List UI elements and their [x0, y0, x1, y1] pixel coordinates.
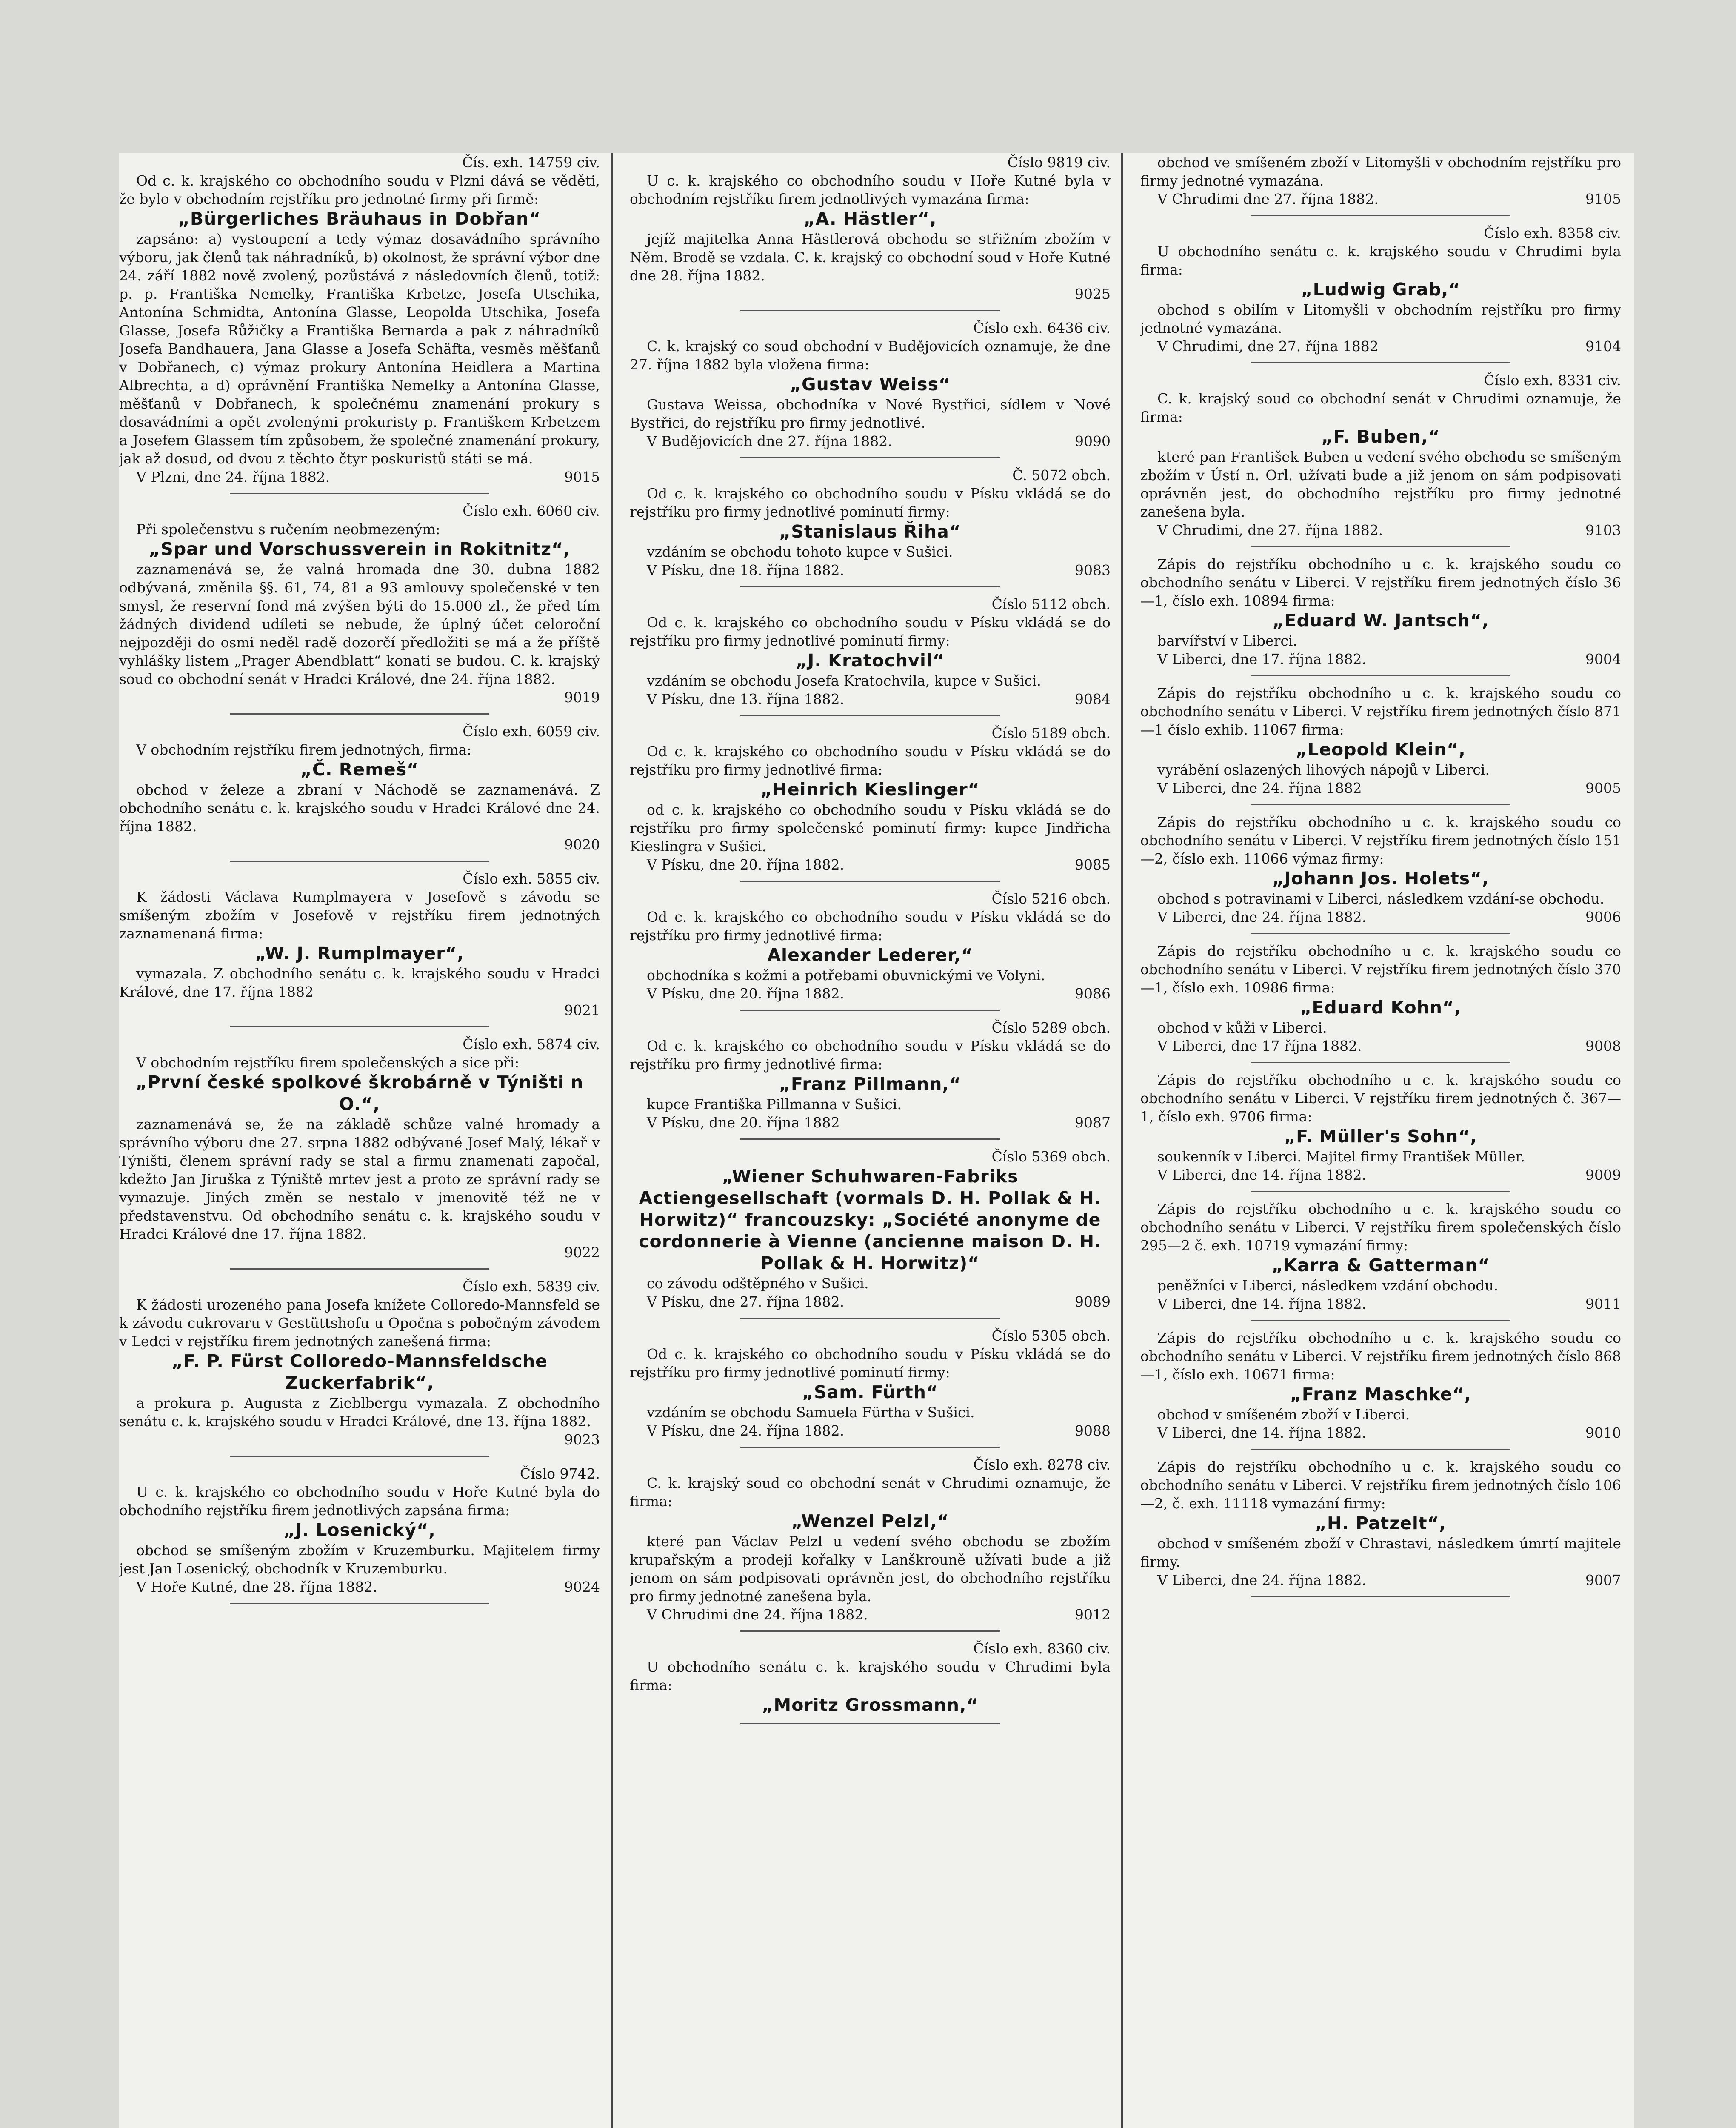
entry-body: obchod se smíšeným zbožím v Kruzemburku. Majitelem firmy jest Jan Losenický, obchodník v Kruzemburku.	[119, 1542, 600, 1577]
entry-text: Zápis do rejstříku obchodního u c. k. krajského soudu co obchodního senátu v Liberci. V rejstříku firem společenských číslo 295—2 č. exh. 10719 vymazání firmy:	[1140, 1201, 1621, 1254]
entry-code: 9103	[1585, 522, 1621, 538]
entry-separator	[1251, 1062, 1510, 1063]
entry-number: Číslo 5369 obch.	[991, 1148, 1111, 1165]
entry-place-date: V Chrudimi dne 24. října 1882.	[647, 1606, 868, 1623]
register-entry	[630, 1147, 1111, 1311]
entry-signature-line	[630, 1293, 1111, 1311]
entry-separator	[1251, 804, 1510, 805]
entry-separator	[1251, 1596, 1510, 1597]
entry-number: Číslo 9742.	[520, 1465, 600, 1482]
entry-place-date: V Liberci, dne 14. října 1882.	[1157, 1167, 1367, 1183]
firm-name: „Karra & Gatterman“	[1271, 1255, 1490, 1276]
register-entry	[119, 1035, 600, 1261]
column-rule	[1121, 153, 1123, 2128]
entry-text: U obchodního senátu c. k. krajského soudu v Chrudimi byla firma:	[1140, 243, 1621, 278]
entry-separator	[1251, 675, 1510, 676]
entry-place-date: V Liberci, dne 14. října 1882.	[1157, 1424, 1367, 1441]
entry-code: 9005	[1585, 780, 1621, 796]
entry-separator	[230, 1603, 489, 1604]
column-3	[1140, 153, 1621, 2128]
firm-name: „První české spolkové škrobárně v Týništi n O.“,	[135, 1072, 584, 1114]
firm-name: „H. Patzelt“,	[1315, 1513, 1447, 1533]
entry-body: obchod s potravinami v Liberci, následkem vzdání-se obchodu.	[1157, 890, 1605, 907]
register-entry	[1140, 153, 1621, 208]
firm-name: „J. Losenický“,	[283, 1520, 436, 1540]
entry-signature-line	[630, 1605, 1111, 1624]
entry-body: od c. k. krajského co obchodního soudu v Písku vkládá se do rejstříku pro firmy společenské pominutí firmy: kupce Jindřicha Kieslingra v Sušici.	[630, 801, 1111, 855]
firm-name: „Eduard W. Jantsch“,	[1272, 610, 1489, 631]
entry-text: Zápis do rejstříku obchodního u c. k. krajského soudu co obchodního senátu v Liberci. V rejstříku firem jednotných číslo 868—1, číslo exh. 10671 firma:	[1140, 1330, 1621, 1383]
entry-body: a prokura p. Augusta z Zieblbergu vymazala. Z obchodního senátu c. k. krajského soudu v Hradci Králové, dne 13. října 1882.	[119, 1395, 600, 1430]
entry-body: obchodníka s kožmi a potřebami obuvnickými ve Volyni.	[647, 967, 1045, 984]
firm-name: „Spar und Vorschussverein in Rokitnitz“,	[148, 539, 571, 559]
entry-separator	[740, 1010, 1000, 1011]
entry-body: které pan František Buben u vedení svého obchodu se smíšeným zbožím v Ústí n. Orl. užívati bude a již jenom on sám podpisovati oprávněn jest, do obchodního rejstříku pro firmy jednotné zanešena byla.	[1140, 449, 1621, 520]
entry-signature-line	[1140, 1424, 1621, 1442]
entry-number: Číslo 5305 obch.	[991, 1327, 1111, 1344]
entry-signature-line	[630, 984, 1111, 1003]
entry-separator	[740, 1723, 1000, 1724]
entry-signature-line	[1140, 190, 1621, 208]
entry-code: 9086	[1075, 985, 1111, 1002]
entry-text: U obchodního senátu c. k. krajského soudu v Chrudimi byla firma:	[630, 1659, 1111, 1693]
entry-place-date: V Chrudimi, dne 27. října 1882.	[1157, 522, 1383, 538]
entry-number: Číslo exh. 8278 civ.	[973, 1456, 1111, 1473]
entry-text: Od c. k. krajského co obchodního soudu v Písku vkládá se do rejstříku pro firmy jednotlivé pominutí firmy:	[630, 485, 1111, 520]
register-entry	[119, 502, 600, 706]
column-rule	[611, 153, 613, 2128]
register-entry	[630, 1327, 1111, 1440]
entry-signature-line	[119, 1001, 600, 1019]
entry-text: Zápis do rejstříku obchodního u c. k. krajského soudu co obchodního senátu v Liberci. V rejstříku firem jednotných číslo 106—2, č. exh. 11118 vymazání firmy:	[1140, 1459, 1621, 1512]
entry-signature-line	[1140, 650, 1621, 668]
entry-place-date: V Liberci, dne 24. října 1882.	[1157, 1572, 1367, 1588]
entry-code: 9087	[1075, 1114, 1111, 1131]
entry-text: Zápis do rejstříku obchodního u c. k. krajského soudu co obchodního senátu v Liberci. V rejstříku firem jednotných č. 367—1, číslo exh. 9706 firma:	[1140, 1072, 1621, 1125]
entry-separator	[740, 1138, 1000, 1140]
register-entry	[630, 595, 1111, 708]
column-1	[119, 153, 600, 2128]
firm-name: „Leopold Klein“,	[1296, 739, 1466, 760]
entry-place-date: V Písku, dne 13. října 1882.	[647, 691, 845, 707]
register-entry	[630, 153, 1111, 303]
entry-place-date: V Liberci, dne 17 října 1882.	[1157, 1038, 1362, 1054]
entry-signature-line	[1140, 779, 1621, 797]
entry-signature-line	[119, 835, 600, 854]
firm-name: „F. Buben,“	[1321, 426, 1440, 447]
entry-body: zaznamenává se, že na základě schůze valné hromady a správního výboru dne 27. srpna 1882 odbývané Josef Malý, lékař v Týništi, členem správní rady se stal a firmu znamenati započal, kdežto Jan Jiruška z Týniště mrtev jest a proto ze správní rady se vymazuje. Jiných změn se nestalo v jmenovitě též ne v představenstvu. Od obchodního senátu c. k. krajského soudu v Hradci Králové dne 17. října 1882.	[119, 1116, 600, 1242]
entry-code: 9009	[1585, 1167, 1621, 1183]
entry-text: Od c. k. krajského co obchodního soudu v Písku vkládá se do rejstříku pro firmy jednotlivé firma:	[630, 743, 1111, 778]
entry-code: 9022	[564, 1244, 600, 1261]
entry-number: Č. 5072 obch.	[1012, 467, 1111, 483]
register-entry	[119, 722, 600, 854]
entry-separator	[230, 1026, 489, 1027]
entry-signature-line	[630, 285, 1111, 303]
register-entry	[630, 319, 1111, 450]
entry-separator	[230, 713, 489, 715]
entry-body: vzdáním se obchodu tohoto kupce v Sušici.	[647, 543, 953, 560]
entry-signature-line	[1140, 908, 1621, 926]
entry-place-date: V Písku, dne 27. října 1882.	[647, 1293, 845, 1310]
entry-number: Číslo 5289 obch.	[991, 1019, 1111, 1036]
entry-number: Číslo 5112 obch.	[991, 596, 1111, 612]
entry-text: C. k. krajský soud co obchodní senát v Chrudimi oznamuje, že firma:	[1140, 390, 1621, 425]
entry-place-date: V Liberci, dne 24. října 1882.	[1157, 909, 1367, 925]
register-entry	[1140, 1329, 1621, 1442]
entry-signature-line	[1140, 1166, 1621, 1184]
firm-name: „Stanislaus Řiha“	[779, 521, 961, 542]
entry-body: vzdáním se obchodu Samuela Fürtha v Sušici.	[647, 1404, 975, 1421]
entry-separator	[1251, 215, 1510, 216]
entry-separator	[1251, 933, 1510, 934]
entry-place-date: V Chrudimi dne 27. října 1882.	[1157, 191, 1379, 207]
entry-body: obchod s obilím v Litomyšli v obchodním rejstříku pro firmy jednotné vymazána.	[1140, 301, 1621, 336]
entry-place-date: V Hoře Kutné, dne 28. října 1882.	[136, 1579, 377, 1595]
firm-name: „Heinrich Kieslinger“	[760, 779, 980, 800]
firm-name: „Sam. Fürth“	[802, 1382, 938, 1402]
firm-name: „A. Hästler“,	[803, 209, 937, 229]
entry-text: U c. k. krajského co obchodního soudu v Hoře Kutné byla v obchodním rejstříku firem jednotlivých vymazána firma:	[630, 172, 1111, 207]
register-entry	[630, 1639, 1111, 1716]
entry-number: Číslo exh. 5839 civ.	[463, 1278, 600, 1295]
entry-separator	[1251, 1191, 1510, 1192]
newspaper-page	[119, 153, 1634, 2128]
entry-code: 9007	[1585, 1572, 1621, 1588]
firm-name: „Wiener Schuhwaren-Fabriks Actiengesellschaft (vormals D. H. Pollak & H. Horwitz)“ francouzsky: „Société anonyme de cordonnerie à Vienne (ancienne maison D. H. Pollak & H. Horwitz)“	[639, 1166, 1102, 1273]
firm-name: „Johann Jos. Holets“,	[1272, 868, 1489, 889]
firm-name: „J. Kratochvil“	[796, 650, 945, 671]
entry-number: Číslo 5216 obch.	[991, 890, 1111, 907]
column-2	[630, 153, 1111, 2128]
entry-body: obchod v železe a zbraní v Náchodě se zaznamenává. Z obchodního senátu c. k. krajského soudu v Hradci Králové dne 24. října 1882.	[119, 781, 600, 835]
entry-signature-line	[1140, 1295, 1621, 1313]
entry-number: Čís. exh. 14759 civ.	[462, 154, 600, 171]
entry-text: Od c. k. krajského co obchodního soudu v Písku vkládá se do rejstříku pro firmy jednotlivé pominutí firmy:	[630, 1346, 1111, 1381]
entry-signature-line	[630, 690, 1111, 708]
register-entry	[1140, 224, 1621, 355]
entry-number: Číslo exh. 5874 civ.	[463, 1036, 600, 1053]
entry-signature-line	[630, 855, 1111, 874]
register-entry	[630, 890, 1111, 1003]
entry-separator	[230, 861, 489, 862]
entry-signature-line	[630, 432, 1111, 450]
entry-text: V obchodním rejstříku firem jednotných, firma:	[136, 741, 472, 758]
entry-body: zapsáno: a) vystoupení a tedy výmaz dosavádního správního výboru, jak členů tak náhradníků, b) okolnost, že správní výbor dne 24. září 1882 nově zvolený, pozůstává z následovních členů, totiž: p. p. Františka Nemelky, Františka Krbetze, Josefa Utschika, Antonína Schmidta, Antonína Glasse, Leopolda Utschika, Josefa Glasse, Josefa Růžičky a Františka Bernarda a pak z náhradníků Josefa Bandhauera, Jana Glasse a Josefa Schäfta, vesměs měšťanů v Dobřanech, c) výmaz prokury Antonína Heidlera a Martina Albrechta, a d) oprávnění Františka Nemelky a Antonína Glasse, měšťanů v Dobřanech, k společnému znamenání prokury s dosavádními a opět zvolenými prokuristy p. Františkem Krbetzem a Josefem Glassem tím způsobem, že společné znamenání prokury, jak až dosud, od dvou z těchto čtyr poskuristů státi se má.	[119, 231, 600, 467]
entry-place-date: V Plzni, dne 24. října 1882.	[136, 469, 330, 485]
entry-code: 9010	[1585, 1424, 1621, 1441]
entry-place-date: V Liberci, dne 24. října 1882	[1157, 780, 1362, 796]
entry-text: Od c. k. krajského co obchodního soudu v Písku vkládá se do rejstříku pro firmy jednotlivé firma:	[630, 909, 1111, 944]
entry-place-date: V Liberci, dne 17. října 1882.	[1157, 651, 1367, 667]
register-entry	[630, 1456, 1111, 1624]
entry-code: 9105	[1585, 191, 1621, 207]
entry-separator	[740, 715, 1000, 716]
register-entry	[630, 724, 1111, 874]
entry-text: Od c. k. krajského co obchodního soudu v Plzni dává se věděti, že bylo v obchodním rejstříku pro jednotné firmy při firmě:	[119, 172, 600, 207]
entry-separator	[1251, 362, 1510, 363]
firm-name: „W. J. Rumplmayer“,	[255, 943, 464, 964]
entry-code: 9089	[1075, 1293, 1111, 1310]
register-entry	[1140, 371, 1621, 539]
entry-text: V obchodním rejstříku firem společenských a sice při:	[136, 1054, 520, 1071]
entry-signature-line	[119, 1430, 600, 1449]
entry-signature-line	[1140, 521, 1621, 539]
entry-number: Číslo exh. 6059 civ.	[463, 723, 600, 740]
entry-text: Zápis do rejstříku obchodního u c. k. krajského soudu co obchodního senátu v Liberci. V rejstříku firem jednotných číslo 151—2, číslo exh. 11066 výmaz firmy:	[1140, 814, 1621, 867]
entry-separator	[740, 457, 1000, 458]
entry-signature-line	[630, 1422, 1111, 1440]
entry-separator	[740, 310, 1000, 311]
register-entry	[119, 1464, 600, 1596]
entry-code: 9025	[1075, 286, 1111, 302]
entry-place-date: V Písku, dne 18. října 1882.	[647, 562, 845, 578]
entry-code: 9104	[1585, 338, 1621, 355]
entry-separator	[740, 1630, 1000, 1632]
register-entry	[119, 870, 600, 1019]
entry-text: Zápis do rejstříku obchodního u c. k. krajského soudu co obchodního senátu v Liberci. V rejstříku firem jednotných číslo 370—1, číslo exh. 10986 firma:	[1140, 943, 1621, 996]
entry-code: 9084	[1075, 691, 1111, 707]
firm-name: „F. P. Fürst Colloredo-Mannsfeldsche Zuckerfabrik“,	[171, 1351, 548, 1393]
firm-name: „Wenzel Pelzl,“	[791, 1511, 949, 1531]
entry-body: obchod v smíšeném zboží v Liberci.	[1157, 1406, 1410, 1423]
register-entry	[1140, 555, 1621, 668]
entry-body: kupce Františka Pillmanna v Sušici.	[647, 1096, 902, 1113]
entry-code: 9012	[1075, 1606, 1111, 1623]
entry-text: C. k. krajský soud co obchodní senát v Chrudimi oznamuje, že firma:	[630, 1475, 1111, 1510]
entry-body: jejíž majitelka Anna Hästlerová obchodu se střižním zbožím v Něm. Brodě se vzdala. C. k. krajský co obchodní soud v Hoře Kutné dne 28. října 1882.	[630, 231, 1111, 284]
register-entry	[1140, 1071, 1621, 1184]
entry-text: K žádosti Václava Rumplmayera v Josefově s závodu se smíšeným zbožím v Josefově v rejstříku firem jednotných zaznamenaná firma:	[119, 889, 600, 942]
entry-separator	[740, 1318, 1000, 1319]
firm-name: „Gustav Weiss“	[790, 374, 951, 395]
entry-code: 9083	[1075, 562, 1111, 578]
entry-text: obchod ve smíšeném zboží v Litomyšli v obchodním rejstříku pro firmy jednotné vymazána.	[1140, 154, 1621, 189]
entry-code: 9015	[564, 469, 600, 485]
firm-name: „Eduard Kohn“,	[1300, 997, 1462, 1018]
entry-place-date: V Budějovicích dne 27. října 1882.	[647, 433, 892, 449]
firm-name: „Ludwig Grab,“	[1301, 279, 1461, 300]
entry-text: Od c. k. krajského co obchodního soudu v Písku vkládá se do rejstříku pro firmy jednotlivé pominutí firmy:	[630, 614, 1111, 649]
entry-text: C. k. krajský co soud obchodní v Budějovicích oznamuje, že dne 27. října 1882 byla vložena firma:	[630, 338, 1111, 373]
register-entry	[1140, 1458, 1621, 1589]
entry-code: 9004	[1585, 651, 1621, 667]
entry-text: Zápis do rejstříku obchodního u c. k. krajského soudu co obchodního senátu v Liberci. V rejstříku firem jednotných číslo 871—1 číslo exhib. 11067 firma:	[1140, 685, 1621, 738]
entry-number: Číslo exh. 6436 civ.	[973, 320, 1111, 336]
firm-name: „F. Müller's Sohn“,	[1284, 1126, 1477, 1147]
entry-code: 9085	[1075, 856, 1111, 873]
entry-body: peněžníci v Liberci, následkem vzdání obchodu.	[1157, 1277, 1499, 1294]
entry-text: K žádosti urozeného pana Josefa knížete Colloredo-Mannsfeld se k závodu cukrovaru v Gestüttshofu u Opočna s pobočným závodem v Ledci v rejstříku firem jednotných zanešená firma:	[119, 1296, 600, 1350]
entry-code: 9008	[1585, 1038, 1621, 1054]
entry-place-date: V Chrudimi, dne 27. října 1882	[1157, 338, 1379, 355]
entry-text: U c. k. krajského co obchodního soudu v Hoře Kutné byla do obchodního rejstříku firem jednotlivých zapsána firma:	[119, 1484, 600, 1519]
entry-text: Od c. k. krajského co obchodního soudu v Písku vkládá se do rejstříku pro firmy jednotlivé firma:	[630, 1038, 1111, 1073]
register-entry	[1140, 813, 1621, 926]
entry-separator	[1251, 1320, 1510, 1321]
entry-signature-line	[630, 1113, 1111, 1132]
entry-place-date: V Písku, dne 24. října 1882.	[647, 1422, 845, 1439]
entry-signature-line	[1140, 337, 1621, 355]
entry-signature-line	[630, 561, 1111, 579]
firm-name: „Franz Maschke“,	[1290, 1384, 1472, 1404]
entry-separator	[230, 1268, 489, 1270]
entry-place-date: V Písku, dne 20. října 1882.	[647, 985, 845, 1002]
register-entry	[630, 1018, 1111, 1132]
firm-name: „Bürgerliches Bräuhaus in Dobřan“	[178, 209, 541, 229]
entry-code: 9006	[1585, 909, 1621, 925]
entry-signature-line	[119, 468, 600, 486]
register-entry	[630, 466, 1111, 579]
entry-text: Zápis do rejstříku obchodního u c. k. krajského soudu co obchodního senátu v Liberci. V rejstříku firem jednotných číslo 36—1, číslo exh. 10894 firma:	[1140, 556, 1621, 609]
entry-body: obchod v kůži v Liberci.	[1157, 1019, 1327, 1036]
entry-body: které pan Václav Pelzl u vedení svého obchodu se zbožím krupařským a prodeji kořalky v Lanškrouně užívati bude a již jenom on sám podpisovati oprávněn jest, do obchodního rejstříku pro firmy jednotné zanešena byla.	[630, 1533, 1111, 1605]
entry-body: Gustava Weissa, obchodníka v Nové Bystřici, sídlem v Nové Bystřici, do rejstříku pro firmy jednotlivé.	[630, 396, 1111, 431]
entry-body: vymazala. Z obchodního senátu c. k. krajského soudu v Hradci Králové, dne 17. října 1882	[119, 965, 600, 1000]
entry-number: Číslo exh. 5855 civ.	[463, 870, 600, 887]
entry-separator	[230, 1456, 489, 1457]
entry-separator	[740, 1447, 1000, 1448]
entry-separator	[230, 493, 489, 494]
entry-separator	[740, 586, 1000, 587]
entry-code: 9020	[564, 836, 600, 853]
register-entry	[119, 1277, 600, 1449]
entry-body: obchod v smíšeném zboží v Chrastavi, následkem úmrtí majitele firmy.	[1140, 1535, 1621, 1570]
entry-signature-line	[119, 688, 600, 706]
entry-number: Číslo exh. 8331 civ.	[1484, 372, 1621, 389]
entry-signature-line	[1140, 1571, 1621, 1589]
entry-text: Při společenstvu s ručením neobmezeným:	[136, 521, 440, 538]
entry-body: vyrábění oslazených lihových nápojů v Liberci.	[1157, 761, 1490, 778]
entry-body: vzdáním se obchodu Josefa Kratochvila, kupce v Sušici.	[647, 672, 1042, 689]
register-entry	[119, 153, 600, 486]
entry-number: Číslo exh. 8358 civ.	[1484, 225, 1621, 241]
entry-code: 9088	[1075, 1422, 1111, 1439]
entry-place-date: V Liberci, dne 14. října 1882.	[1157, 1296, 1367, 1312]
entry-body: co závodu odštěpného v Sušici.	[647, 1275, 869, 1292]
entry-code: 9011	[1585, 1296, 1621, 1312]
entry-place-date: V Písku, dne 20. října 1882	[647, 1114, 840, 1131]
entry-number: Číslo 5189 obch.	[991, 725, 1111, 741]
firm-name: „Franz Pillmann,“	[779, 1074, 962, 1094]
entry-separator	[1251, 1449, 1510, 1450]
register-entry	[1140, 684, 1621, 797]
firm-name: „Č. Remeš“	[300, 759, 419, 780]
entry-body: zaznamenává se, že valná hromada dne 30. dubna 1882 odbývaná, změnila §§. 61, 74, 81 a 93 amlouvy společenské v ten smysl, že reservní fond má zvýšen býti do 15.000 zl., že před tím žádných dividend udíleti se nebude, že úplný účet celoroční nejpozději do osmi neděl radě dozorčí předložiti se má a že příště vyhlášky listem „Prager Abendblatt“ konati se budou. C. k. krajský soud co obchodní senát v Hradci Králové, dne 24. října 1882.	[119, 561, 600, 687]
entry-code: 9090	[1075, 433, 1111, 449]
entry-body: soukenník v Liberci. Majitel firmy František Müller.	[1157, 1148, 1525, 1165]
register-entry	[1140, 942, 1621, 1055]
entry-code: 9021	[564, 1002, 600, 1018]
entry-code: 9023	[564, 1431, 600, 1448]
entry-body: barvířství v Liberci.	[1157, 632, 1297, 649]
entry-code: 9024	[564, 1579, 600, 1595]
entry-number: Číslo exh. 8360 civ.	[973, 1640, 1111, 1657]
entry-place-date: V Písku, dne 20. října 1882.	[647, 856, 845, 873]
entry-number: Číslo exh. 6060 civ.	[463, 503, 600, 519]
register-entry	[1140, 1200, 1621, 1313]
entry-separator	[740, 881, 1000, 882]
entry-number: Číslo 9819 civ.	[1007, 154, 1111, 171]
entry-signature-line	[119, 1578, 600, 1596]
entry-separator	[1251, 546, 1510, 547]
entry-signature-line	[1140, 1037, 1621, 1055]
firm-name: Alexander Lederer,“	[767, 945, 973, 965]
entry-signature-line	[119, 1243, 600, 1261]
entry-code: 9019	[564, 689, 600, 706]
firm-name: „Moritz Grossmann,“	[762, 1695, 979, 1715]
